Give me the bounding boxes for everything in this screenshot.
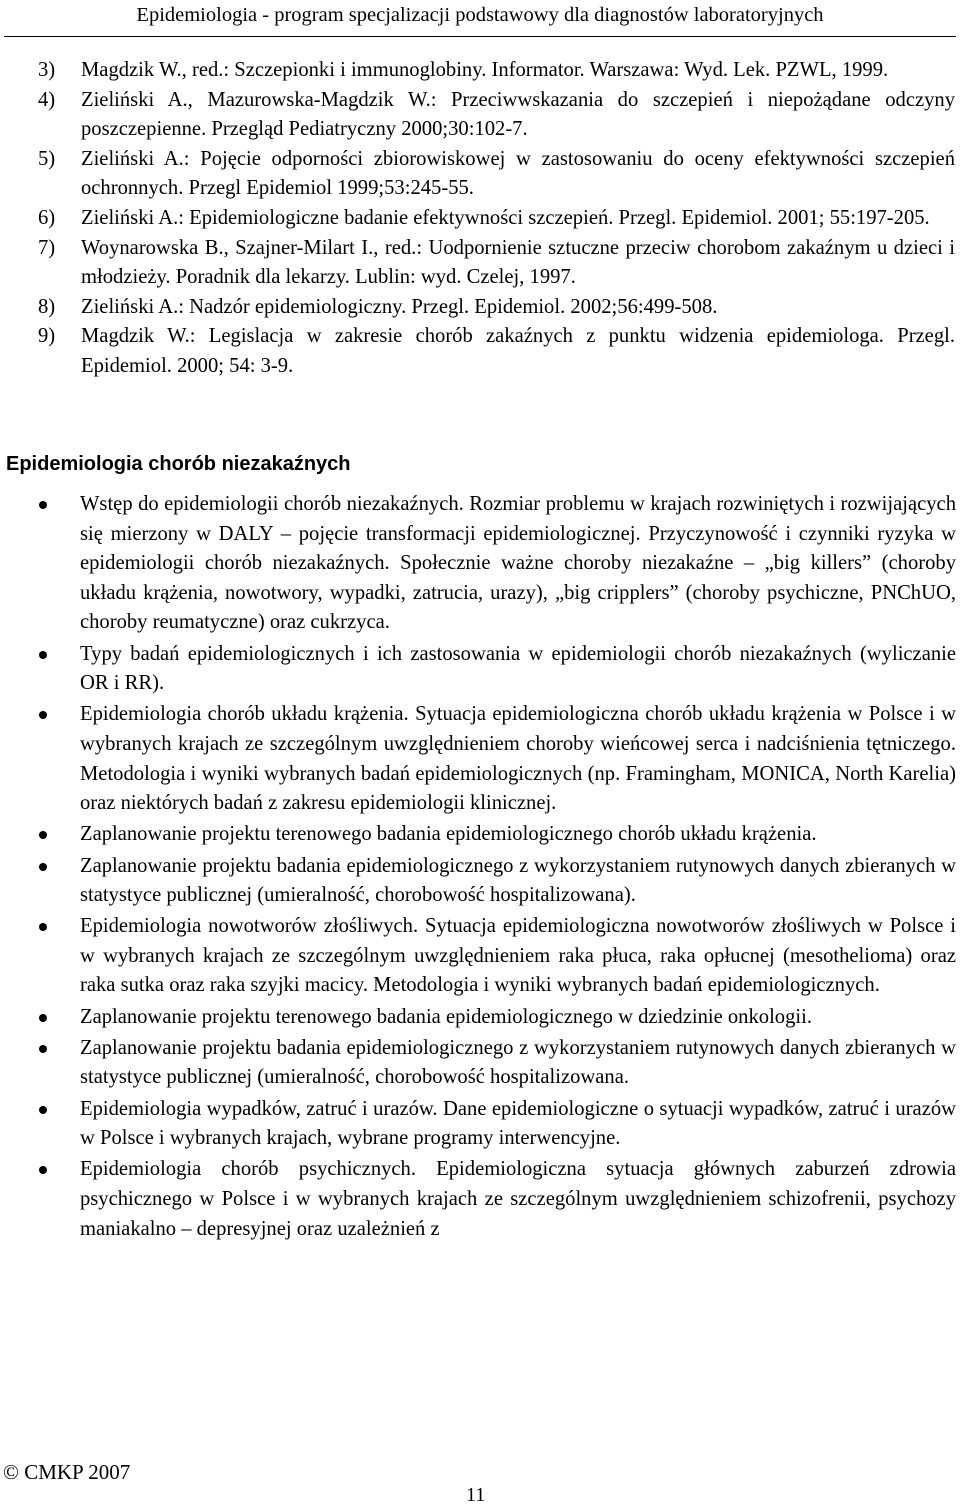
- topic-item: [39, 852, 956, 911]
- bullet-icon: [39, 1045, 47, 1053]
- bullet-icon: [39, 711, 47, 719]
- reference-list: [38, 56, 955, 382]
- bullet-icon: [39, 501, 47, 509]
- bullet-icon: [39, 1014, 47, 1022]
- topic-text: Epidemiologia nowotworów złośliwych. Sytuacja epidemiologiczna nowotworów złośliwych w Polsce i w wybranych krajach ze szczególnym uwzględnieniem raka płuca, raka opłucnej (mesothelioma) oraz raka sutka oraz raka szyjki macicy. Metodologia i wyniki wybranych badań epidemiologicznych.: [80, 915, 956, 997]
- topic-text: Zaplanowanie projektu badania epidemiologicznego z wykorzystaniem rutynowych danych zbieranych w statystyce publicznej (umieralność, chorobowość hospitalizowana.: [80, 1036, 956, 1089]
- topic-text: Wstęp do epidemiologii chorób niezakaźnych. Rozmiar problemu w krajach rozwiniętych i rozwijających się mierzony w DALY – pojęcie transformacji epidemiologicznej. Przyczynowość i czynniki ryzyka w epidemiologii chorób niezakaźnych. Społecznie ważne choroby niezakaźne – „big killers” (choroby układu krążenia, nowotwory, wypadki, zatrucia, urazy), „big cripplers” (choroby psychiczne, PNChUO, choroby reumatyczne) oraz cukrzyca.: [80, 493, 956, 634]
- topic-text: Zaplanowanie projektu terenowego badania epidemiologicznego w dziedzinie onkologii.: [80, 1005, 812, 1028]
- reference-item: [38, 322, 955, 381]
- reference-text: Woynarowska B., Szajner-Milart I., red.: Uodpornienie sztuczne przeciw chorobom zakaźnym u dzieci i młodzieży. Poradnik dla lekarzy. Lublin: wyd. Czelej, 1997.: [81, 236, 955, 289]
- topic-item: [39, 1095, 956, 1154]
- topic-item: [39, 1155, 956, 1244]
- topic-text: Zaplanowanie projektu terenowego badania epidemiologicznego chorób układu krążenia.: [80, 823, 817, 846]
- topic-text: Epidemiologia chorób układu krążenia. Sytuacja epidemiologiczna chorób układu krążenia w Polsce i w wybranych krajach ze szczególnym uwzględnieniem choroby wieńcowej serca i nadciśnienia tętniczego. Metodologia i wyniki wybranych badań epidemiologicznych (np. Framingham, MONICA, North Karelia) oraz niektórych badań z zakresu epidemiologii klinicznej.: [80, 703, 956, 815]
- reference-item: [38, 56, 955, 86]
- bullet-icon: [39, 1166, 47, 1174]
- bullet-icon: [39, 651, 47, 659]
- page-number: 11: [466, 1484, 486, 1506]
- bullet-icon: [39, 1106, 47, 1114]
- topic-text: Zaplanowanie projektu badania epidemiologicznego z wykorzystaniem rutynowych danych zbieranych w statystyce publicznej (umieralność, chorobowość hospitalizowana).: [80, 854, 956, 907]
- topic-item: [39, 912, 956, 1001]
- topic-list: [39, 490, 956, 1244]
- topic-item: [39, 700, 956, 818]
- reference-number: 6): [38, 206, 56, 229]
- reference-number: 7): [38, 236, 56, 259]
- topic-item: [39, 1034, 956, 1093]
- bullet-icon: [39, 863, 47, 871]
- topic-item: [39, 640, 956, 699]
- topic-text: Epidemiologia chorób psychicznych. Epidemiologiczna sytuacja głównych zaburzeń zdrowia psychicznego w Polsce i w wybranych krajach ze szczególnym uwzględnieniem schizofrenii, psychozy maniakalno – depresyjnej oraz uzależnień z: [80, 1158, 956, 1240]
- reference-text: Zieliński A.: Epidemiologiczne badanie efektywności szczepień. Przegl. Epidemiol. 2001; 55:197-205.: [81, 206, 930, 229]
- reference-text: Magdzik W.: Legislacja w zakresie chorób zakaźnych z punktu widzenia epidemiologa. Przegl. Epidemiol. 2000; 54: 3-9.: [81, 325, 955, 377]
- reference-text: Zieliński A.: Nadzór epidemiologiczny. Przegl. Epidemiol. 2002;56:499-508.: [81, 295, 718, 318]
- page-header: Epidemiologia - program specjalizacji podstawowy dla diagnostów laboratoryjnych: [136, 4, 824, 26]
- topic-text: Epidemiologia wypadków, zatruć i urazów. Dane epidemiologiczne o sytuacji wypadków, zatruć i urazów w Polsce i wybranych krajach, wybrane programy interwencyjne.: [80, 1097, 956, 1150]
- reference-number: 8): [38, 295, 56, 318]
- reference-text: Magdzik W., red.: Szczepionki i immunoglobiny. Informator. Warszawa: Wyd. Lek. PZWL, 1999.: [81, 59, 889, 81]
- reference-item: [38, 86, 955, 145]
- footer-copyright: © CMKP 2007: [3, 1460, 131, 1484]
- bullet-icon: [39, 923, 47, 931]
- reference-text: Zieliński A.: Pojęcie odporności zbiorowiskowej w zastosowaniu do oceny efektywności szczepień ochronnych. Przegl Epidemiol 1999;53:245-55.: [81, 147, 955, 200]
- header-rule: [4, 36, 956, 37]
- bullet-icon: [39, 831, 47, 839]
- reference-number: 3): [38, 59, 56, 81]
- section-title: Epidemiologia chorób niezakaźnych: [6, 453, 351, 475]
- reference-number: 9): [38, 325, 56, 348]
- reference-item: [38, 293, 955, 323]
- topic-item: [39, 820, 956, 850]
- reference-item: [38, 234, 955, 293]
- reference-item: [38, 204, 955, 234]
- reference-text: Zieliński A., Mazurowska-Magdzik W.: Przeciwwskazania do szczepień i niepożądane odczyny poszczepienne. Przegląd Pediatryczny 2000;30:102-7.: [81, 88, 955, 141]
- reference-number: 4): [38, 88, 56, 111]
- topic-text: Typy badań epidemiologicznych i ich zastosowania w epidemiologii chorób niezakaźnych (wyliczanie OR i RR).: [80, 642, 956, 695]
- reference-number: 5): [38, 147, 56, 170]
- topic-item: [39, 1003, 956, 1033]
- topic-item: [39, 490, 956, 638]
- reference-item: [38, 145, 955, 204]
